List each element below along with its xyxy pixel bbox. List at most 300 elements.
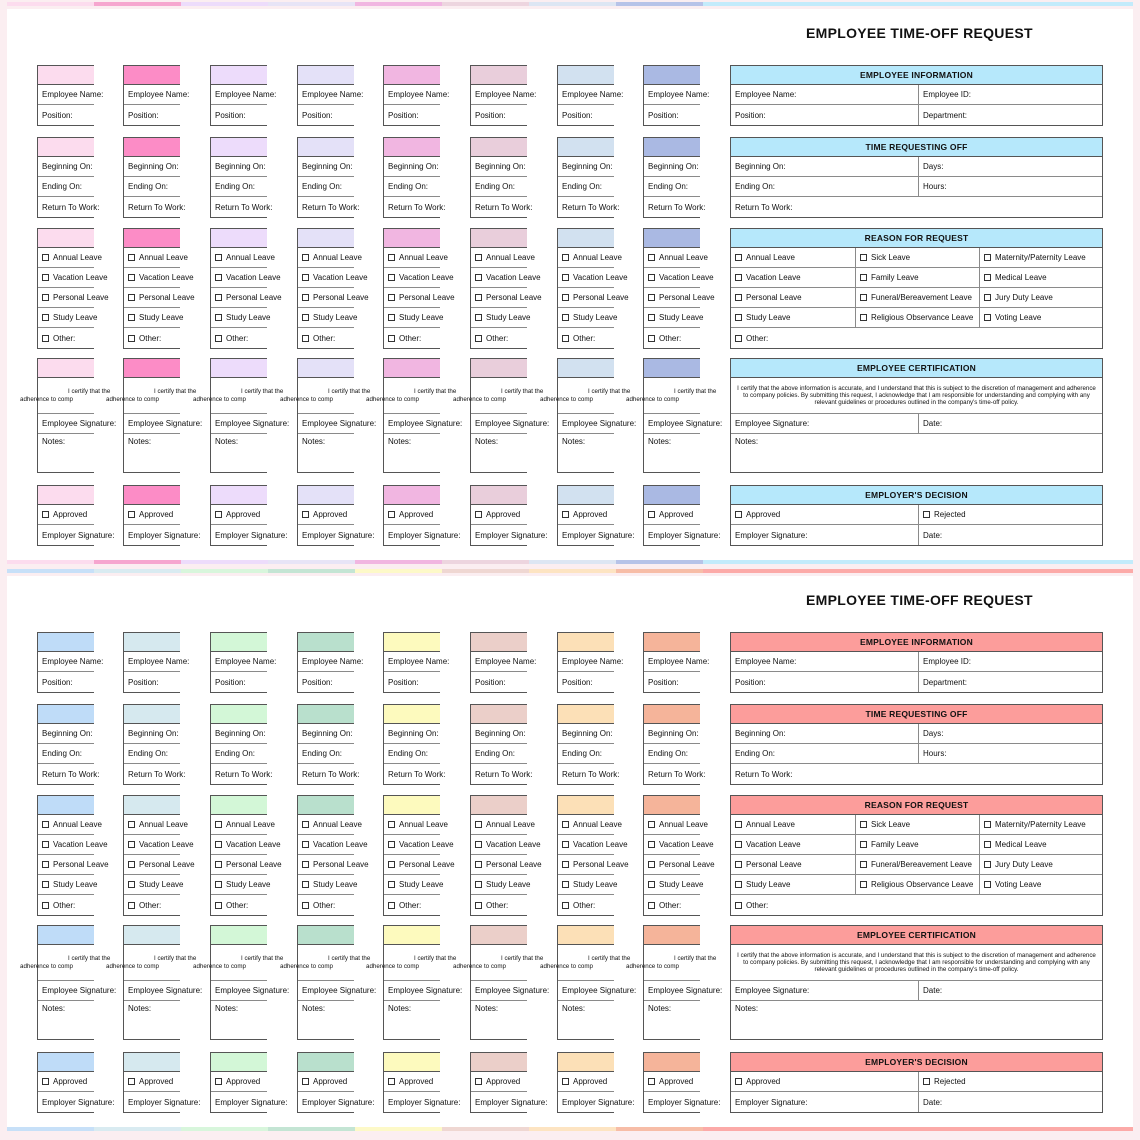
checkbox-icon[interactable]	[128, 861, 135, 868]
reason-cell[interactable]	[731, 875, 855, 894]
notes-area[interactable]	[558, 1001, 614, 1039]
reason-cell[interactable]	[38, 815, 102, 834]
form-row	[644, 1072, 700, 1092]
reason-cell[interactable]	[471, 815, 535, 834]
checkbox-icon[interactable]	[860, 254, 867, 261]
checkbox-icon[interactable]	[302, 821, 309, 828]
reason-cell[interactable]	[211, 248, 275, 267]
checkbox-icon[interactable]	[562, 1078, 569, 1085]
reason-cell[interactable]	[979, 248, 1102, 267]
checkbox-icon[interactable]	[388, 821, 395, 828]
reason-cell[interactable]	[124, 855, 195, 874]
checkbox-icon[interactable]	[735, 274, 742, 281]
form-row	[471, 525, 548, 545]
approved-cell[interactable]	[211, 505, 267, 524]
checkbox-icon[interactable]	[648, 902, 655, 909]
notes-area[interactable]	[471, 1001, 527, 1039]
reason-cell[interactable]	[124, 815, 188, 834]
reason-cell[interactable]	[855, 835, 979, 854]
checkbox-icon[interactable]	[302, 902, 309, 909]
checkbox-icon[interactable]	[215, 841, 222, 848]
checkbox-icon[interactable]	[562, 861, 569, 868]
form-row	[644, 672, 700, 692]
checkbox-icon[interactable]	[388, 881, 395, 888]
checkbox-icon[interactable]	[302, 254, 309, 261]
beginning-label: Beginning On:	[215, 162, 266, 171]
approved-cell[interactable]	[38, 1072, 94, 1091]
reason-cell[interactable]	[855, 268, 979, 287]
reason-label: Annual Leave	[399, 253, 448, 262]
checkbox-icon[interactable]	[128, 274, 135, 281]
checkbox-icon[interactable]	[984, 294, 991, 301]
notes-area[interactable]	[211, 434, 267, 472]
checkbox-icon[interactable]	[735, 294, 742, 301]
reason-cell[interactable]	[731, 835, 855, 854]
reason-cell[interactable]	[384, 288, 455, 307]
checkbox-icon[interactable]	[860, 294, 867, 301]
other-cell[interactable]	[298, 328, 354, 348]
reason-cell[interactable]	[124, 308, 183, 327]
name-label: Employee Name:	[128, 657, 190, 666]
section-header	[298, 359, 354, 378]
checkbox-icon[interactable]	[302, 274, 309, 281]
notes-label: Notes:	[128, 437, 152, 446]
checkbox-icon[interactable]	[475, 861, 482, 868]
checkbox-icon[interactable]	[735, 254, 742, 261]
other-cell[interactable]	[731, 328, 1102, 348]
section-header	[211, 486, 267, 505]
checkbox-icon[interactable]	[562, 294, 569, 301]
checkbox-icon[interactable]	[735, 902, 742, 909]
notes-area[interactable]	[644, 434, 700, 472]
other-cell[interactable]	[384, 895, 440, 915]
notes-area[interactable]	[38, 1001, 94, 1039]
other-cell[interactable]	[644, 895, 700, 915]
reason-cell[interactable]	[855, 875, 979, 894]
notes-area[interactable]	[124, 1001, 180, 1039]
reason-cell[interactable]	[124, 875, 183, 894]
checkbox-icon[interactable]	[984, 274, 991, 281]
reason-cell[interactable]	[644, 875, 703, 894]
approved-cell[interactable]	[384, 505, 440, 524]
reason-cell[interactable]	[38, 855, 109, 874]
reason-cell[interactable]	[384, 855, 455, 874]
checkbox-icon[interactable]	[215, 294, 222, 301]
checkbox-icon[interactable]	[215, 881, 222, 888]
checkbox-icon[interactable]	[475, 841, 482, 848]
checkbox-icon[interactable]	[42, 314, 49, 321]
reason-cell[interactable]	[471, 268, 541, 287]
reason-cell[interactable]	[298, 855, 369, 874]
checkbox-icon[interactable]	[562, 511, 569, 518]
checkbox-icon[interactable]	[984, 254, 991, 261]
checkbox-icon[interactable]	[128, 511, 135, 518]
checkbox-icon[interactable]	[302, 511, 309, 518]
checkbox-icon[interactable]	[735, 821, 742, 828]
reason-cell[interactable]	[558, 268, 628, 287]
other-cell[interactable]	[731, 895, 1102, 915]
checkbox-icon[interactable]	[648, 861, 655, 868]
reason-cell[interactable]	[124, 288, 195, 307]
checkbox-icon[interactable]	[388, 841, 395, 848]
checkbox-icon[interactable]	[860, 841, 867, 848]
notes-area[interactable]	[558, 434, 614, 472]
notes-area[interactable]	[298, 434, 354, 472]
reason-cell[interactable]	[644, 288, 715, 307]
reason-cell[interactable]	[855, 288, 979, 307]
reason-cell[interactable]	[124, 268, 194, 287]
checkbox-icon[interactable]	[860, 821, 867, 828]
checkbox-icon[interactable]	[388, 314, 395, 321]
reason-cell[interactable]	[731, 268, 855, 287]
checkbox-icon[interactable]	[388, 294, 395, 301]
checkbox-icon[interactable]	[215, 314, 222, 321]
checkbox-icon[interactable]	[735, 335, 742, 342]
reason-cell[interactable]	[855, 308, 979, 327]
checkbox-icon[interactable]	[388, 511, 395, 518]
reason-cell[interactable]	[124, 248, 188, 267]
reason-cell[interactable]	[471, 288, 542, 307]
reason-cell[interactable]	[644, 835, 714, 854]
approved-cell[interactable]	[384, 1072, 440, 1091]
notes-area[interactable]	[384, 1001, 440, 1039]
notes-area[interactable]	[298, 1001, 354, 1039]
notes-area[interactable]	[471, 434, 527, 472]
reason-cell[interactable]	[644, 268, 714, 287]
checkbox-icon[interactable]	[215, 274, 222, 281]
reason-cell[interactable]	[211, 855, 282, 874]
reason-cell[interactable]	[731, 855, 855, 874]
reason-cell[interactable]	[558, 288, 629, 307]
checkbox-icon[interactable]	[128, 254, 135, 261]
checkbox-icon[interactable]	[302, 861, 309, 868]
reason-cell[interactable]	[211, 835, 281, 854]
reason-cell[interactable]	[558, 835, 628, 854]
reason-cell[interactable]	[471, 835, 541, 854]
checkbox-icon[interactable]	[562, 841, 569, 848]
mini-section-reason	[383, 795, 455, 916]
checkbox-icon[interactable]	[128, 902, 135, 909]
checkbox-icon[interactable]	[735, 314, 742, 321]
reason-cell[interactable]	[211, 875, 270, 894]
form-row	[731, 895, 1102, 915]
checkbox-icon[interactable]	[735, 861, 742, 868]
checkbox-icon[interactable]	[42, 861, 49, 868]
checkbox-icon[interactable]	[388, 1078, 395, 1085]
checkbox-icon[interactable]	[648, 254, 655, 261]
beginning-cell	[298, 157, 354, 176]
notes-area[interactable]	[124, 434, 180, 472]
checkbox-icon[interactable]	[42, 841, 49, 848]
other-cell[interactable]	[558, 895, 614, 915]
other-cell[interactable]	[38, 895, 94, 915]
checkbox-icon[interactable]	[42, 254, 49, 261]
checkbox-icon[interactable]	[984, 821, 991, 828]
other-cell[interactable]	[384, 328, 440, 348]
checkbox-icon[interactable]	[215, 335, 222, 342]
reason-cell[interactable]	[855, 855, 979, 874]
checkbox-icon[interactable]	[923, 1078, 930, 1085]
other-label: Other:	[659, 333, 682, 343]
reason-cell[interactable]	[558, 248, 622, 267]
checkbox-icon[interactable]	[475, 335, 482, 342]
reason-cell[interactable]	[211, 288, 282, 307]
checkbox-icon[interactable]	[215, 821, 222, 828]
checkbox-icon[interactable]	[42, 881, 49, 888]
checkbox-icon[interactable]	[128, 1078, 135, 1085]
notes-area[interactable]	[38, 434, 94, 472]
reason-cell[interactable]	[644, 815, 708, 834]
reason-cell[interactable]	[979, 288, 1102, 307]
other-cell[interactable]	[298, 895, 354, 915]
checkbox-icon[interactable]	[860, 861, 867, 868]
other-cell[interactable]	[124, 895, 180, 915]
reason-cell[interactable]	[384, 835, 454, 854]
reason-cell[interactable]	[38, 288, 109, 307]
checkbox-icon[interactable]	[42, 902, 49, 909]
checkbox-icon[interactable]	[475, 1078, 482, 1085]
reason-cell[interactable]	[979, 835, 1102, 854]
approved-cell[interactable]	[558, 1072, 614, 1091]
checkbox-icon[interactable]	[42, 1078, 49, 1085]
reason-cell[interactable]	[298, 815, 362, 834]
checkbox-icon[interactable]	[302, 841, 309, 848]
reason-cell[interactable]	[38, 248, 102, 267]
checkbox-icon[interactable]	[475, 274, 482, 281]
checkbox-icon[interactable]	[475, 254, 482, 261]
reason-cell[interactable]	[979, 815, 1102, 834]
checkbox-icon[interactable]	[562, 335, 569, 342]
checkbox-icon[interactable]	[860, 274, 867, 281]
signature-label: Employee Signature:	[562, 986, 637, 995]
checkbox-icon[interactable]	[388, 274, 395, 281]
checkbox-icon[interactable]	[648, 841, 655, 848]
checkbox-icon[interactable]	[984, 881, 991, 888]
reason-cell[interactable]	[979, 855, 1102, 874]
checkbox-icon[interactable]	[215, 1078, 222, 1085]
checkbox-icon[interactable]	[475, 821, 482, 828]
checkbox-icon[interactable]	[128, 314, 135, 321]
approved-cell[interactable]	[731, 1072, 918, 1091]
checkbox-icon[interactable]	[128, 841, 135, 848]
reason-cell[interactable]	[979, 268, 1102, 287]
reason-cell[interactable]	[471, 248, 535, 267]
checkbox-icon[interactable]	[215, 861, 222, 868]
form-row	[124, 505, 180, 525]
reason-cell[interactable]	[384, 875, 443, 894]
section-header	[298, 705, 354, 724]
checkbox-icon[interactable]	[42, 274, 49, 281]
other-cell[interactable]	[124, 328, 180, 348]
other-cell[interactable]	[471, 895, 527, 915]
reason-cell[interactable]	[384, 268, 454, 287]
reason-cell[interactable]	[298, 308, 357, 327]
checkbox-icon[interactable]	[735, 511, 742, 518]
reason-cell[interactable]	[384, 308, 443, 327]
reason-cell[interactable]	[471, 855, 542, 874]
reason-cell[interactable]	[471, 308, 530, 327]
checkbox-icon[interactable]	[475, 881, 482, 888]
checkbox-icon[interactable]	[648, 881, 655, 888]
rejected-cell[interactable]	[918, 1072, 1102, 1091]
reason-label: Personal Leave	[659, 293, 715, 302]
notes-area[interactable]	[211, 1001, 267, 1039]
reason-cell[interactable]	[558, 308, 617, 327]
checkbox-icon[interactable]	[388, 335, 395, 342]
checkbox-icon[interactable]	[388, 902, 395, 909]
notes-area[interactable]	[644, 1001, 700, 1039]
checkbox-icon[interactable]	[42, 511, 49, 518]
other-cell[interactable]	[558, 328, 614, 348]
checkbox-icon[interactable]	[42, 294, 49, 301]
reason-cell[interactable]	[38, 308, 97, 327]
checkbox-icon[interactable]	[984, 861, 991, 868]
reason-cell[interactable]	[38, 268, 108, 287]
reason-cell[interactable]	[211, 268, 281, 287]
checkbox-icon[interactable]	[648, 294, 655, 301]
checkbox-icon[interactable]	[302, 335, 309, 342]
reason-cell[interactable]	[298, 835, 368, 854]
reason-cell[interactable]	[731, 308, 855, 327]
certification-text	[366, 378, 457, 414]
approved-cell[interactable]	[38, 505, 94, 524]
reason-cell[interactable]	[855, 815, 979, 834]
reason-cell[interactable]	[124, 835, 194, 854]
checkbox-icon[interactable]	[42, 335, 49, 342]
other-cell[interactable]	[211, 328, 267, 348]
checkbox-icon[interactable]	[302, 1078, 309, 1085]
reason-cell[interactable]	[979, 875, 1102, 894]
approved-cell[interactable]	[124, 1072, 180, 1091]
checkbox-icon[interactable]	[475, 314, 482, 321]
checkbox-icon[interactable]	[562, 254, 569, 261]
checkbox-icon[interactable]	[648, 314, 655, 321]
checkbox-icon[interactable]	[923, 511, 930, 518]
checkbox-icon[interactable]	[388, 861, 395, 868]
cert-peek-1: I certify that the	[588, 955, 631, 963]
checkbox-icon[interactable]	[562, 821, 569, 828]
checkbox-icon[interactable]	[984, 314, 991, 321]
notes-area[interactable]	[731, 434, 1102, 472]
approved-cell[interactable]	[298, 1072, 354, 1091]
reason-cell[interactable]	[298, 875, 357, 894]
reason-cell[interactable]	[211, 308, 270, 327]
reason-cell[interactable]	[211, 815, 275, 834]
checkbox-icon[interactable]	[302, 294, 309, 301]
mini-section-time	[210, 137, 273, 218]
rejected-cell[interactable]	[918, 505, 1102, 524]
reason-cell[interactable]	[644, 248, 708, 267]
approved-cell[interactable]	[471, 505, 527, 524]
reason-cell[interactable]	[558, 855, 629, 874]
approved-cell[interactable]	[298, 505, 354, 524]
checkbox-icon[interactable]	[562, 274, 569, 281]
checkbox-icon[interactable]	[648, 274, 655, 281]
checkbox-icon[interactable]	[302, 314, 309, 321]
signature-label: Employee Signature:	[388, 986, 463, 995]
checkbox-icon[interactable]	[648, 821, 655, 828]
checkbox-icon[interactable]	[984, 841, 991, 848]
reason-cell[interactable]	[644, 308, 703, 327]
reason-cell[interactable]	[471, 875, 530, 894]
checkbox-icon[interactable]	[302, 881, 309, 888]
approved-cell[interactable]	[211, 1072, 267, 1091]
reason-cell[interactable]	[731, 288, 855, 307]
checkbox-icon[interactable]	[475, 902, 482, 909]
other-cell[interactable]	[38, 328, 94, 348]
form-row	[124, 895, 180, 915]
approved-cell[interactable]	[558, 505, 614, 524]
checkbox-icon[interactable]	[562, 881, 569, 888]
reason-cell[interactable]	[558, 815, 622, 834]
checkbox-icon[interactable]	[860, 314, 867, 321]
reason-cell[interactable]	[731, 815, 855, 834]
reason-cell[interactable]	[38, 835, 108, 854]
checkbox-icon[interactable]	[388, 254, 395, 261]
checkbox-icon[interactable]	[128, 335, 135, 342]
checkbox-icon[interactable]	[128, 294, 135, 301]
checkbox-icon[interactable]	[475, 294, 482, 301]
form-row	[298, 855, 369, 875]
checkbox-icon[interactable]	[475, 511, 482, 518]
reason-cell[interactable]	[644, 855, 715, 874]
checkbox-icon[interactable]	[215, 511, 222, 518]
reason-cell[interactable]	[298, 268, 368, 287]
other-cell[interactable]	[644, 328, 700, 348]
checkbox-icon[interactable]	[648, 511, 655, 518]
approved-cell[interactable]	[644, 1072, 700, 1091]
form-row	[298, 85, 364, 105]
approved-cell[interactable]	[124, 505, 180, 524]
form-row	[38, 85, 104, 105]
checkbox-icon[interactable]	[735, 881, 742, 888]
notes-area[interactable]	[384, 434, 440, 472]
certification-text	[453, 945, 544, 981]
form-row	[298, 288, 369, 308]
checkbox-icon[interactable]	[562, 902, 569, 909]
other-cell[interactable]	[211, 895, 267, 915]
reason-cell[interactable]	[979, 308, 1102, 327]
reason-cell[interactable]	[298, 288, 369, 307]
checkbox-icon[interactable]	[128, 881, 135, 888]
reason-cell[interactable]	[855, 248, 979, 267]
checkbox-icon[interactable]	[562, 314, 569, 321]
approved-cell[interactable]	[731, 505, 918, 524]
checkbox-icon[interactable]	[215, 254, 222, 261]
reason-cell[interactable]	[384, 815, 448, 834]
reason-cell[interactable]	[731, 248, 855, 267]
section-reason	[730, 795, 1103, 916]
reason-cell[interactable]	[38, 875, 97, 894]
approved-cell[interactable]	[471, 1072, 527, 1091]
checkbox-icon[interactable]	[648, 1078, 655, 1085]
reason-cell[interactable]	[384, 248, 448, 267]
reason-cell[interactable]	[558, 875, 617, 894]
checkbox-icon[interactable]	[42, 821, 49, 828]
checkbox-icon[interactable]	[735, 1078, 742, 1085]
approved-cell[interactable]	[644, 505, 700, 524]
checkbox-icon[interactable]	[128, 821, 135, 828]
other-label: Other:	[53, 900, 76, 910]
checkbox-icon[interactable]	[735, 841, 742, 848]
reason-label: Personal Leave	[486, 860, 542, 869]
notes-area[interactable]	[731, 1001, 1102, 1039]
reason-cell[interactable]	[298, 248, 362, 267]
other-cell[interactable]	[471, 328, 527, 348]
checkbox-icon[interactable]	[860, 881, 867, 888]
checkbox-icon[interactable]	[215, 902, 222, 909]
checkbox-icon[interactable]	[648, 335, 655, 342]
